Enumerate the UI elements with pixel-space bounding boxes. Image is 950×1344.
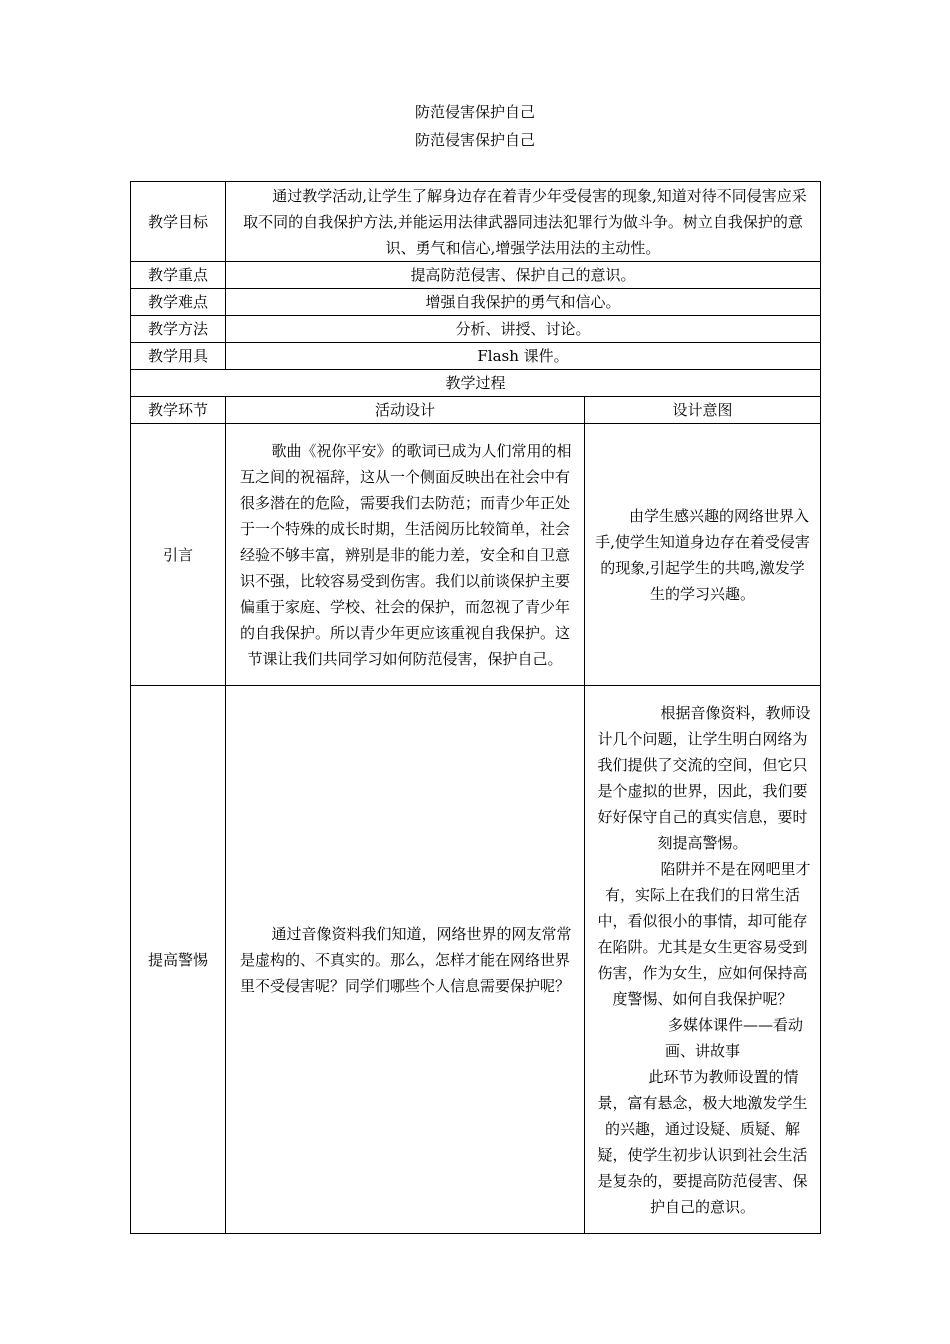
intent-cell [585, 686, 821, 1234]
difficulty-text: 增强自我保护的勇气和信心。 [226, 289, 821, 316]
intent-paragraph: 此环节为教师设置的情景，富有悬念，极大地激发学生的兴趣，通过设疑、质疑、解疑，使学生初步认识到社会生活是复杂的，要提高防范侵害、保护自己的意识。 [597, 1067, 808, 1216]
method-label: 教学方法 [131, 316, 226, 343]
row-goal [131, 182, 821, 262]
focus-text: 提高防范侵害、保护自己的意识。 [226, 262, 821, 289]
row-tools [131, 343, 821, 370]
activity-cell [226, 424, 585, 686]
activity-text: 通过音像资料我们知道，网络世界的网友常常是虚构的、不真实的。那么，怎样才能在网络世界里不受侵害呢？同学们哪些个人信息需要保护呢？ [239, 924, 572, 995]
row-column-headers [131, 397, 821, 424]
stage-cell: 引言 [131, 424, 226, 686]
row-difficulty [131, 289, 821, 316]
column-header-intent: 设计意图 [585, 397, 821, 424]
intent-cell [585, 424, 821, 686]
tools-text: Flash 课件。 [226, 343, 821, 370]
goal-cell [226, 182, 821, 262]
row-focus [131, 262, 821, 289]
difficulty-label: 教学难点 [131, 289, 226, 316]
goal-text: 通过教学活动,让学生了解身边存在着青少年受侵害的现象,知道对待不同侵害应采取不同的自我保护方法,并能运用法律武器同违法犯罪行为做斗争。树立自我保护的意识、勇气和信心,增强学法用法的主动性。 [243, 186, 807, 257]
table-row [131, 686, 821, 1234]
method-text: 分析、讲授、讨论。 [226, 316, 821, 343]
column-header-activity: 活动设计 [226, 397, 585, 424]
row-process-header [131, 370, 821, 397]
column-header-stage: 教学环节 [131, 397, 226, 424]
lesson-plan-table [130, 181, 821, 1234]
goal-label: 教学目标 [131, 182, 226, 262]
intent-text: 由学生感兴趣的网络世界入手,使学生知道身边存在着受侵害的现象,引起学生的共鸣,激发学生的学习兴趣。 [595, 506, 810, 603]
document-title: 防范侵害保护自己 [414, 103, 535, 121]
activity-text: 歌曲《祝你平安》的歌词已成为人们常用的相互之间的祝福辞，这从一个侧面反映出在社会中有很多潜在的危险，需要我们去防范；而青少年正处于一个特殊的成长时期，生活阅历比较简单，社会经验不够丰富，辨别是非的能力差，安全和自卫意识不强，比较容易受到伤害。我们以前谈保护主要偏重于家庭、学校、社会的保护，而忽视了青少年的自我保护。所以青少年更应该重视自我保护。这节课让我们共同学习如何防范侵害，保护自己。 [239, 441, 572, 668]
document-subtitle: 防范侵害保护自己 [414, 131, 535, 149]
intent-paragraph: 陷阱并不是在网吧里才有，实际上在我们的日常生活中，看似很小的事情，却可能存在陷阱。尤其是女生更容易受到伤害，作为女生，应如何保持高度警惕、如何自我保护呢？ [597, 859, 811, 1008]
focus-label: 教学重点 [131, 262, 226, 289]
intent-paragraph: 多媒体课件——看动画、讲故事 [664, 1015, 803, 1060]
row-method [131, 316, 821, 343]
intent-paragraph: 根据音像资料，教师设计几个问题，让学生明白网络为我们提供了交流的空间，但它只是个虚拟的世界，因此，我们要好好保守自己的真实信息，要时刻提高警惕。 [597, 703, 811, 852]
process-header: 教学过程 [131, 370, 821, 397]
tools-label: 教学用具 [131, 343, 226, 370]
table-row [131, 424, 821, 686]
activity-cell [226, 686, 585, 1234]
stage-cell: 提高警惕 [131, 686, 226, 1234]
